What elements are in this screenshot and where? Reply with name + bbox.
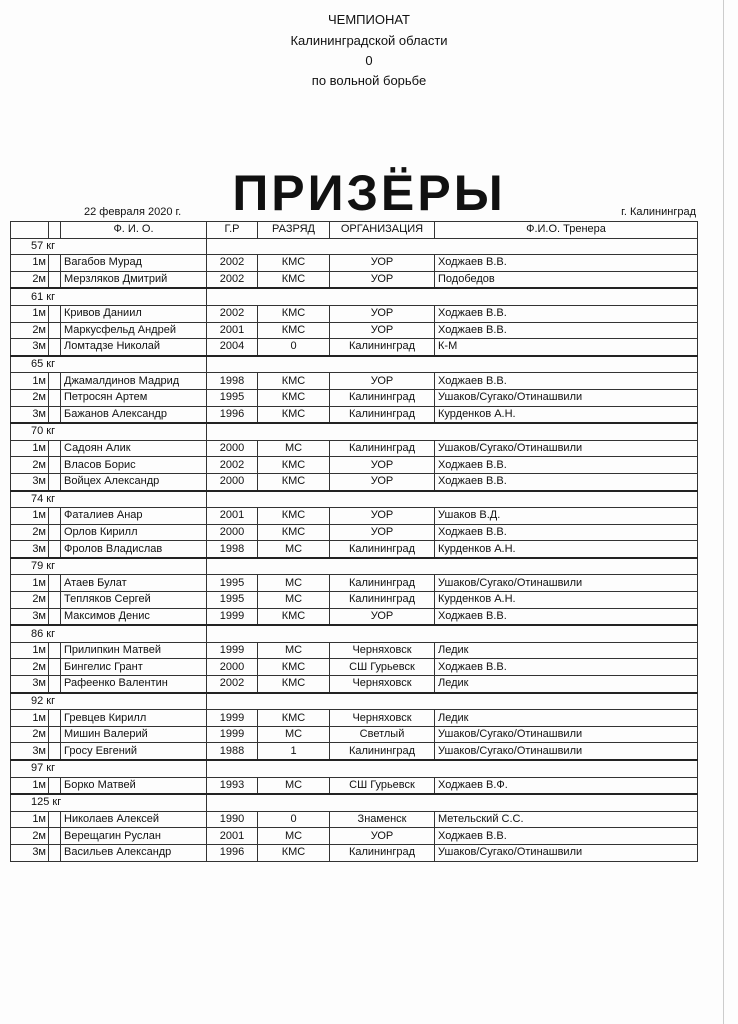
place-cell: 2м bbox=[11, 322, 49, 339]
organization-cell: УОР bbox=[330, 322, 435, 339]
weight-category-label: 92 кг bbox=[11, 693, 207, 710]
birth-year-cell: 2002 bbox=[207, 271, 258, 288]
name-cell: Гросу Евгений bbox=[61, 743, 207, 760]
birth-year-cell: 2001 bbox=[207, 508, 258, 525]
rank-cell: КМС bbox=[258, 322, 330, 339]
coach-cell: Ходжаев В.В. bbox=[435, 373, 698, 390]
rank-cell: 0 bbox=[258, 811, 330, 828]
rank-cell: МС bbox=[258, 592, 330, 609]
name-cell: Войцех Александр bbox=[61, 473, 207, 490]
place-cell: 2м bbox=[11, 457, 49, 474]
weight-category-row bbox=[11, 423, 698, 440]
weight-category-label: 86 кг bbox=[11, 625, 207, 642]
organization-cell: УОР bbox=[330, 373, 435, 390]
rank-cell: МС bbox=[258, 440, 330, 457]
organization-cell: УОР bbox=[330, 473, 435, 490]
coach-cell: Ходжаев В.Ф. bbox=[435, 777, 698, 794]
rank-cell: КМС bbox=[258, 676, 330, 693]
birth-year-cell: 1999 bbox=[207, 726, 258, 743]
name-cell: Кривов Даниил bbox=[61, 305, 207, 322]
weight-category-spacer bbox=[207, 423, 698, 440]
organization-cell: Калининград bbox=[330, 339, 435, 356]
blank-cell bbox=[49, 592, 61, 609]
blank-cell bbox=[49, 457, 61, 474]
coach-cell: Ходжаев В.В. bbox=[435, 524, 698, 541]
coach-cell: Ушаков/Сугако/Отинашвили bbox=[435, 440, 698, 457]
organization-cell: Черняховск bbox=[330, 642, 435, 659]
place-cell: 3м bbox=[11, 541, 49, 558]
table-row bbox=[11, 305, 698, 322]
rank-cell: МС bbox=[258, 777, 330, 794]
place-cell: 3м bbox=[11, 743, 49, 760]
place-cell: 2м bbox=[11, 592, 49, 609]
place-cell: 2м bbox=[11, 389, 49, 406]
table-row bbox=[11, 811, 698, 828]
place-cell: 3м bbox=[11, 339, 49, 356]
weight-category-label: 65 кг bbox=[11, 356, 207, 373]
rank-cell: КМС bbox=[258, 473, 330, 490]
blank-cell bbox=[49, 271, 61, 288]
place-cell: 1м bbox=[11, 255, 49, 272]
blank-cell bbox=[49, 373, 61, 390]
name-cell: Власов Борис bbox=[61, 457, 207, 474]
blank-cell bbox=[49, 406, 61, 423]
weight-category-row bbox=[11, 693, 698, 710]
organization-cell: УОР bbox=[330, 828, 435, 845]
coach-cell: Ходжаев В.В. bbox=[435, 322, 698, 339]
birth-year-cell: 1995 bbox=[207, 592, 258, 609]
weight-category-spacer bbox=[207, 238, 698, 255]
place-cell: 2м bbox=[11, 828, 49, 845]
organization-cell: Черняховск bbox=[330, 676, 435, 693]
birth-year-cell: 2002 bbox=[207, 255, 258, 272]
event-city: г. Калининград bbox=[621, 206, 696, 218]
event-date: 22 февраля 2020 г. bbox=[84, 206, 182, 218]
organization-cell: УОР bbox=[330, 524, 435, 541]
organization-cell: УОР bbox=[330, 271, 435, 288]
organization-cell: Светлый bbox=[330, 726, 435, 743]
blank-cell bbox=[49, 642, 61, 659]
coach-cell: Ледик bbox=[435, 642, 698, 659]
blank-cell bbox=[49, 710, 61, 727]
place-cell: 3м bbox=[11, 676, 49, 693]
birth-year-cell: 1990 bbox=[207, 811, 258, 828]
header-organization: ОРГАНИЗАЦИЯ bbox=[330, 222, 435, 239]
coach-cell: Ушаков/Сугако/Отинашвили bbox=[435, 726, 698, 743]
rank-cell: 0 bbox=[258, 339, 330, 356]
birth-year-cell: 2001 bbox=[207, 322, 258, 339]
table-row bbox=[11, 322, 698, 339]
table-row bbox=[11, 777, 698, 794]
blank-cell bbox=[49, 508, 61, 525]
winners-table bbox=[10, 221, 698, 862]
organization-cell: Калининград bbox=[330, 406, 435, 423]
table-row bbox=[11, 726, 698, 743]
birth-year-cell: 2000 bbox=[207, 524, 258, 541]
organization-cell: СШ Гурьевск bbox=[330, 777, 435, 794]
coach-cell: Ходжаев В.В. bbox=[435, 828, 698, 845]
table-row bbox=[11, 406, 698, 423]
organization-cell: Калининград bbox=[330, 844, 435, 861]
rank-cell: КМС bbox=[258, 255, 330, 272]
rank-cell: МС bbox=[258, 726, 330, 743]
rank-cell: 1 bbox=[258, 743, 330, 760]
birth-year-cell: 2002 bbox=[207, 305, 258, 322]
blank-cell bbox=[49, 322, 61, 339]
table-row bbox=[11, 524, 698, 541]
blank-cell bbox=[49, 255, 61, 272]
name-cell: Мишин Валерий bbox=[61, 726, 207, 743]
header-blank bbox=[49, 222, 61, 239]
coach-cell: Ходжаев В.В. bbox=[435, 473, 698, 490]
coach-cell: Ходжаев В.В. bbox=[435, 659, 698, 676]
table-row bbox=[11, 541, 698, 558]
birth-year-cell: 2000 bbox=[207, 659, 258, 676]
organization-cell: СШ Гурьевск bbox=[330, 659, 435, 676]
birth-year-cell: 2004 bbox=[207, 339, 258, 356]
blank-cell bbox=[49, 659, 61, 676]
place-cell: 1м bbox=[11, 305, 49, 322]
rank-cell: КМС bbox=[258, 457, 330, 474]
table-row bbox=[11, 844, 698, 861]
organization-cell: Калининград bbox=[330, 440, 435, 457]
rank-cell: КМС bbox=[258, 608, 330, 625]
coach-cell: Ходжаев В.В. bbox=[435, 255, 698, 272]
name-cell: Бингелис Грант bbox=[61, 659, 207, 676]
table-row bbox=[11, 659, 698, 676]
table-row bbox=[11, 642, 698, 659]
organization-cell: УОР bbox=[330, 508, 435, 525]
organization-cell: УОР bbox=[330, 608, 435, 625]
birth-year-cell: 1988 bbox=[207, 743, 258, 760]
rank-cell: КМС bbox=[258, 389, 330, 406]
table-row bbox=[11, 389, 698, 406]
coach-cell: Ушаков/Сугако/Отинашвили bbox=[435, 575, 698, 592]
weight-category-label: 97 кг bbox=[11, 760, 207, 777]
table-row bbox=[11, 339, 698, 356]
place-cell: 1м bbox=[11, 642, 49, 659]
page-title: ПРИЗЁРЫ bbox=[232, 165, 506, 221]
header-coach: Ф.И.О. Тренера bbox=[435, 222, 698, 239]
blank-cell bbox=[49, 811, 61, 828]
name-cell: Вагабов Мурад bbox=[61, 255, 207, 272]
place-cell: 1м bbox=[11, 777, 49, 794]
name-cell: Фаталиев Анар bbox=[61, 508, 207, 525]
birth-year-cell: 2000 bbox=[207, 440, 258, 457]
organization-cell: Калининград bbox=[330, 592, 435, 609]
birth-year-cell: 1998 bbox=[207, 541, 258, 558]
rank-cell: МС bbox=[258, 575, 330, 592]
rank-cell: КМС bbox=[258, 373, 330, 390]
rank-cell: КМС bbox=[258, 508, 330, 525]
blank-cell bbox=[49, 844, 61, 861]
name-cell: Орлов Кирилл bbox=[61, 524, 207, 541]
rank-cell: КМС bbox=[258, 659, 330, 676]
place-cell: 2м bbox=[11, 524, 49, 541]
blank-cell bbox=[49, 575, 61, 592]
place-cell: 2м bbox=[11, 659, 49, 676]
coach-cell: Ледик bbox=[435, 710, 698, 727]
place-cell: 1м bbox=[11, 710, 49, 727]
coach-cell: Ходжаев В.В. bbox=[435, 457, 698, 474]
coach-cell: Ходжаев В.В. bbox=[435, 608, 698, 625]
weight-category-label: 74 кг bbox=[11, 491, 207, 508]
blank-cell bbox=[49, 743, 61, 760]
coach-cell: Курденков А.Н. bbox=[435, 541, 698, 558]
weight-category-row bbox=[11, 491, 698, 508]
birth-year-cell: 2000 bbox=[207, 473, 258, 490]
birth-year-cell: 2002 bbox=[207, 676, 258, 693]
table-row bbox=[11, 255, 698, 272]
name-cell: Атаев Булат bbox=[61, 575, 207, 592]
name-cell: Тепляков Сергей bbox=[61, 592, 207, 609]
blank-cell bbox=[49, 339, 61, 356]
name-cell: Садоян Алик bbox=[61, 440, 207, 457]
name-cell: Бажанов Александр bbox=[61, 406, 207, 423]
rank-cell: КМС bbox=[258, 305, 330, 322]
rank-cell: КМС bbox=[258, 844, 330, 861]
blank-cell bbox=[49, 473, 61, 490]
place-cell: 1м bbox=[11, 373, 49, 390]
table-body bbox=[11, 238, 698, 861]
weight-category-spacer bbox=[207, 625, 698, 642]
weight-category-label: 79 кг bbox=[11, 558, 207, 575]
table-row bbox=[11, 473, 698, 490]
table-row bbox=[11, 608, 698, 625]
rank-cell: МС bbox=[258, 828, 330, 845]
organization-cell: Калининград bbox=[330, 743, 435, 760]
table-row bbox=[11, 828, 698, 845]
name-cell: Николаев Алексей bbox=[61, 811, 207, 828]
weight-category-spacer bbox=[207, 558, 698, 575]
place-cell: 1м bbox=[11, 440, 49, 457]
coach-cell: Ушаков/Сугако/Отинашвили bbox=[435, 389, 698, 406]
weight-category-spacer bbox=[207, 693, 698, 710]
table-row bbox=[11, 592, 698, 609]
header-place bbox=[11, 222, 49, 239]
table-row bbox=[11, 271, 698, 288]
name-cell: Ломтадзе Николай bbox=[61, 339, 207, 356]
weight-category-row bbox=[11, 356, 698, 373]
organization-cell: УОР bbox=[330, 255, 435, 272]
weight-category-row bbox=[11, 760, 698, 777]
organization-cell: Знаменск bbox=[330, 811, 435, 828]
birth-year-cell: 1999 bbox=[207, 710, 258, 727]
coach-cell: Курденков А.Н. bbox=[435, 406, 698, 423]
weight-category-row bbox=[11, 288, 698, 305]
name-cell: Фролов Владислав bbox=[61, 541, 207, 558]
place-cell: 1м bbox=[11, 508, 49, 525]
place-cell: 3м bbox=[11, 406, 49, 423]
table-row bbox=[11, 710, 698, 727]
table-row bbox=[11, 440, 698, 457]
organization-cell: Калининград bbox=[330, 389, 435, 406]
header-birth-year: Г.Р bbox=[207, 222, 258, 239]
blank-cell bbox=[49, 440, 61, 457]
birth-year-cell: 2002 bbox=[207, 457, 258, 474]
organization-cell: Калининград bbox=[330, 541, 435, 558]
doc-heading-region: Калининградской области bbox=[290, 33, 448, 48]
rank-cell: КМС bbox=[258, 271, 330, 288]
coach-cell: Подобедов bbox=[435, 271, 698, 288]
birth-year-cell: 1996 bbox=[207, 844, 258, 861]
birth-year-cell: 1996 bbox=[207, 406, 258, 423]
weight-category-row bbox=[11, 794, 698, 811]
birth-year-cell: 1995 bbox=[207, 575, 258, 592]
name-cell: Васильев Александр bbox=[61, 844, 207, 861]
name-cell: Прилипкин Матвей bbox=[61, 642, 207, 659]
blank-cell bbox=[49, 828, 61, 845]
name-cell: Верещагин Руслан bbox=[61, 828, 207, 845]
birth-year-cell: 1995 bbox=[207, 389, 258, 406]
header-name: Ф. И. О. bbox=[61, 222, 207, 239]
birth-year-cell: 2001 bbox=[207, 828, 258, 845]
table-row bbox=[11, 575, 698, 592]
coach-cell: Ходжаев В.В. bbox=[435, 305, 698, 322]
place-cell: 3м bbox=[11, 844, 49, 861]
place-cell: 1м bbox=[11, 811, 49, 828]
weight-category-spacer bbox=[207, 356, 698, 373]
table-row bbox=[11, 743, 698, 760]
place-cell: 3м bbox=[11, 473, 49, 490]
weight-category-row bbox=[11, 558, 698, 575]
coach-cell: Ушаков/Сугако/Отинашвили bbox=[435, 743, 698, 760]
name-cell: Рафеенко Валентин bbox=[61, 676, 207, 693]
name-cell: Максимов Денис bbox=[61, 608, 207, 625]
rank-cell: КМС bbox=[258, 710, 330, 727]
organization-cell: Калининград bbox=[330, 575, 435, 592]
page-edge bbox=[723, 0, 724, 1024]
weight-category-spacer bbox=[207, 491, 698, 508]
weight-category-spacer bbox=[207, 288, 698, 305]
name-cell: Борко Матвей bbox=[61, 777, 207, 794]
name-cell: Маркусфельд Андрей bbox=[61, 322, 207, 339]
blank-cell bbox=[49, 389, 61, 406]
organization-cell: УОР bbox=[330, 457, 435, 474]
weight-category-label: 70 кг bbox=[11, 423, 207, 440]
weight-category-spacer bbox=[207, 760, 698, 777]
birth-year-cell: 1998 bbox=[207, 373, 258, 390]
doc-heading-championship: ЧЕМПИОНАТ bbox=[328, 12, 410, 27]
weight-category-row bbox=[11, 625, 698, 642]
rank-cell: МС bbox=[258, 642, 330, 659]
birth-year-cell: 1993 bbox=[207, 777, 258, 794]
organization-cell: УОР bbox=[330, 305, 435, 322]
place-cell: 3м bbox=[11, 608, 49, 625]
coach-cell: Метельский С.С. bbox=[435, 811, 698, 828]
coach-cell: Ушаков/Сугако/Отинашвили bbox=[435, 844, 698, 861]
table-header-row bbox=[11, 222, 698, 239]
birth-year-cell: 1999 bbox=[207, 642, 258, 659]
name-cell: Гревцев Кирилл bbox=[61, 710, 207, 727]
weight-category-row bbox=[11, 238, 698, 255]
rank-cell: МС bbox=[258, 541, 330, 558]
birth-year-cell: 1999 bbox=[207, 608, 258, 625]
table-row bbox=[11, 676, 698, 693]
name-cell: Мерзляков Дмитрий bbox=[61, 271, 207, 288]
blank-cell bbox=[49, 524, 61, 541]
table-row bbox=[11, 373, 698, 390]
coach-cell: Ледик bbox=[435, 676, 698, 693]
weight-category-label: 61 кг bbox=[11, 288, 207, 305]
coach-cell: К-М bbox=[435, 339, 698, 356]
table-row bbox=[11, 508, 698, 525]
blank-cell bbox=[49, 726, 61, 743]
weight-category-spacer bbox=[207, 794, 698, 811]
header-rank: РАЗРЯД bbox=[258, 222, 330, 239]
weight-category-label: 57 кг bbox=[11, 238, 207, 255]
place-cell: 2м bbox=[11, 726, 49, 743]
blank-cell bbox=[49, 541, 61, 558]
blank-cell bbox=[49, 676, 61, 693]
rank-cell: КМС bbox=[258, 406, 330, 423]
place-cell: 2м bbox=[11, 271, 49, 288]
blank-cell bbox=[49, 305, 61, 322]
organization-cell: Черняховск bbox=[330, 710, 435, 727]
rank-cell: КМС bbox=[258, 524, 330, 541]
doc-heading-number: 0 bbox=[365, 53, 373, 68]
table-row bbox=[11, 457, 698, 474]
blank-cell bbox=[49, 777, 61, 794]
weight-category-label: 125 кг bbox=[11, 794, 207, 811]
place-cell: 1м bbox=[11, 575, 49, 592]
name-cell: Джамалдинов Мадрид bbox=[61, 373, 207, 390]
doc-heading-sport: по вольной борьбе bbox=[311, 73, 427, 88]
blank-cell bbox=[49, 608, 61, 625]
coach-cell: Курденков А.Н. bbox=[435, 592, 698, 609]
coach-cell: Ушаков В.Д. bbox=[435, 508, 698, 525]
name-cell: Петросян Артем bbox=[61, 389, 207, 406]
